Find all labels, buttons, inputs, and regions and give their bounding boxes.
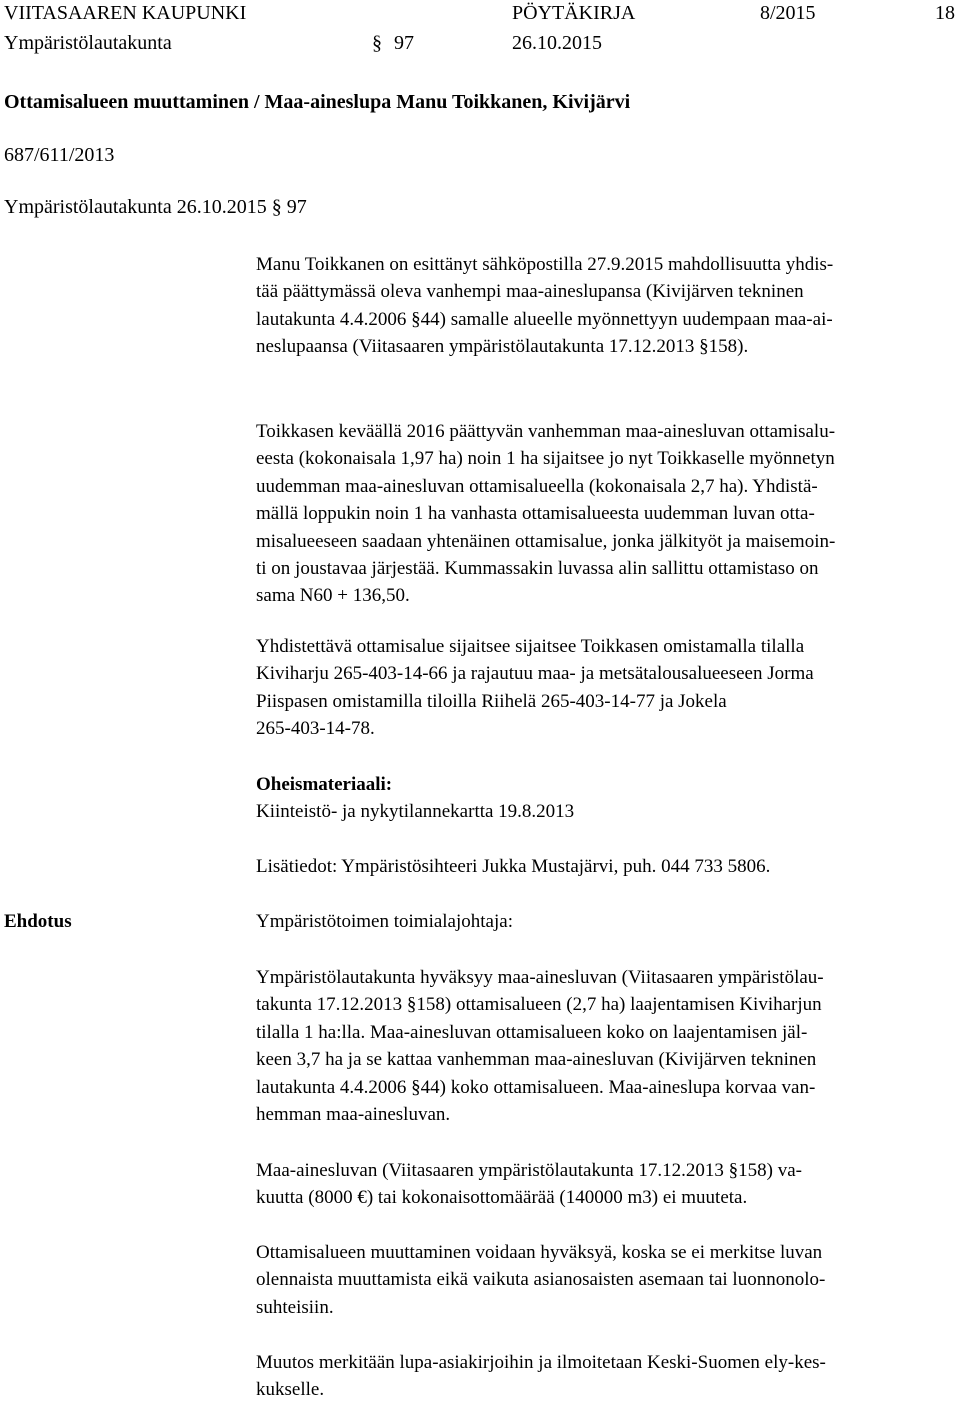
text-line: tilalla 1 ha:lla. Maa-ainesluvan ottamisalueen koko on laajentamisen jäl-: [256, 1021, 808, 1043]
description-paragraph-2: [256, 418, 946, 610]
text-line: misalueeseen saadaan yhtenäinen ottamisalue, jonka jälkityöt ja maisemoin-: [256, 530, 836, 552]
text-line: 265-403-14-78.: [256, 718, 375, 740]
section-number: [372, 32, 414, 55]
text-line: mällä loppukin noin 1 ha vanhasta ottamisalueesta uudemman luvan otta-: [256, 503, 815, 525]
meeting-reference: Ympäristölautakunta 26.10.2015 § 97: [4, 196, 307, 218]
text-line: kuutta (8000 €) tai kokonaisottomäärää (140000 m3) ei muuteta.: [256, 1187, 748, 1209]
document-type: PÖYTÄKIRJA: [512, 2, 636, 24]
attachments-heading: Oheismateriaali:: [256, 774, 393, 795]
description-paragraph-1: [256, 251, 946, 361]
proposal-paragraph-2: [256, 1157, 946, 1212]
proposal-paragraph-1: [256, 964, 946, 1128]
organization-name: VIITASAAREN KAUPUNKI: [4, 2, 247, 24]
text-line: Piispasen omistamilla tiloilla Riihelä 265-403-14-77 ja Jokela: [256, 690, 727, 712]
matter-reference: 687/611/2013: [4, 144, 115, 166]
text-line: olennaista muuttamista eikä vaikuta asianosaisten asemaan tai luonnonolo-: [256, 1269, 826, 1291]
document-number: 8/2015: [760, 2, 816, 24]
text-line: hemman maa-ainesluvan.: [256, 1104, 451, 1126]
text-line: lautakunta 4.4.2006 §44) samalle alueelle myönnettyyn uudempaan maa-ai-: [256, 308, 833, 330]
text-line: takunta 17.12.2013 §158) ottamisalueen (2,7 ha) laajentamisen Kiviharjun: [256, 994, 822, 1016]
text-line: Kiviharju 265-403-14-66 ja rajautuu maa- ja metsätalousalueeseen Jorma: [256, 663, 814, 685]
attachment-item: Kiinteistö- ja nykytilannekartta 19.8.2013: [256, 801, 575, 822]
meeting-date: 26.10.2015: [512, 32, 602, 54]
proposal-paragraph-3: [256, 1239, 946, 1321]
text-line: tää päättymässä oleva vanhempi maa-aineslupansa (Kivijärven tekninen: [256, 281, 804, 303]
text-line: lautakunta 4.4.2006 §44) koko ottamisalueen. Maa-aineslupa korvaa van-: [256, 1076, 816, 1098]
text-line: suhteisiin.: [256, 1296, 334, 1318]
matter-title: Ottamisalueen muuttaminen / Maa-aineslupa Manu Toikkanen, Kivijärvi: [4, 91, 631, 113]
proposal-label: Ehdotus: [4, 911, 72, 932]
text-line: Toikkasen keväällä 2016 päättyvän vanhemman maa-ainesluvan ottamisalu-: [256, 421, 836, 442]
section-sign: §: [372, 32, 382, 54]
page-number: 18: [935, 2, 955, 24]
text-line: kukselle.: [256, 1379, 325, 1401]
text-line: Ottamisalueen muuttaminen voidaan hyväksyä, koska se ei merkitse luvan: [256, 1242, 823, 1263]
proposer: Ympäristötoimen toimialajohtaja:: [256, 911, 513, 932]
committee-name: Ympäristölautakunta: [4, 32, 172, 54]
text-line: Muutos merkitään lupa-asiakirjoihin ja ilmoitetaan Keski-Suomen ely-kes-: [256, 1352, 826, 1373]
text-line: Ympäristölautakunta hyväksyy maa-ainesluvan (Viitasaaren ympäristölau-: [256, 967, 824, 988]
text-line: eesta (kokonaisala 1,97 ha) noin 1 ha sijaitsee jo nyt Toikkaselle myönnetyn: [256, 448, 835, 470]
proposal-paragraph-4: [256, 1349, 946, 1404]
description-paragraph-3: [256, 633, 946, 743]
text-line: ti on joustavaa järjestää. Kummassakin luvassa alin sallittu ottamistaso on: [256, 558, 819, 580]
contact-info: Lisätiedot: Ympäristösihteeri Jukka Mustajärvi, puh. 044 733 5806.: [256, 856, 771, 877]
text-line: uudemman maa-ainesluvan ottamisalueella (kokonaisala 2,7 ha). Yhdistä-: [256, 475, 818, 497]
text-line: keen 3,7 ha ja se kattaa vanhemman maa-ainesluvan (Kivijärven tekninen: [256, 1049, 817, 1071]
text-line: Yhdistettävä ottamisalue sijaitsee sijaitsee Toikkasen omistamalla tilalla: [256, 636, 805, 657]
text-line: Maa-ainesluvan (Viitasaaren ympäristölautakunta 17.12.2013 §158) va-: [256, 1160, 802, 1181]
text-line: sama N60 + 136,50.: [256, 585, 410, 607]
text-line: Manu Toikkanen on esittänyt sähköpostilla 27.9.2015 mahdollisuutta yhdis-: [256, 254, 834, 275]
section-value: 97: [394, 32, 414, 54]
text-line: neslupaansa (Viitasaaren ympäristölautakunta 17.12.2013 §158).: [256, 336, 749, 358]
